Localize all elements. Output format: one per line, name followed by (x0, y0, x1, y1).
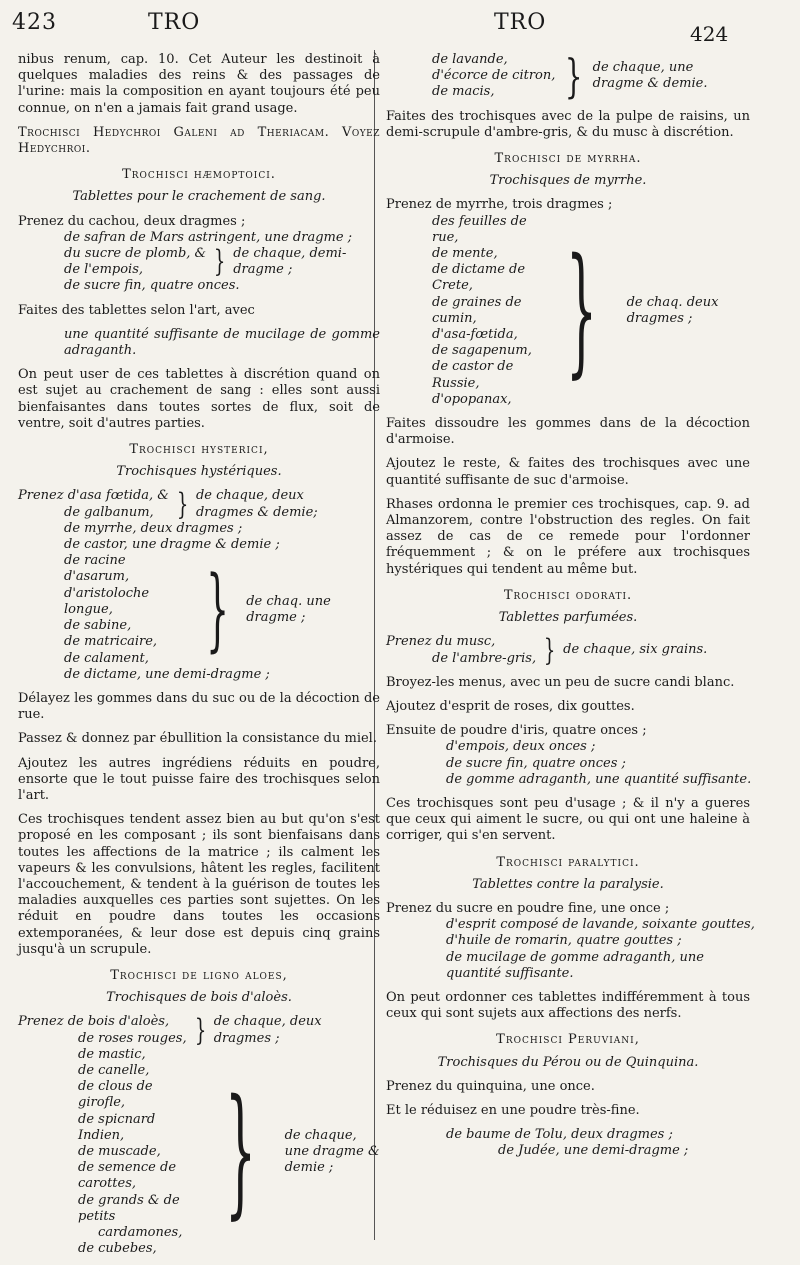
ingredient: de matricaire, (64, 634, 158, 650)
recipe-ligno-aloes (18, 1014, 380, 1257)
recipe-line: de myrrhe, deux dragmes ; (64, 520, 243, 536)
ingredient: de galbanum, (64, 504, 154, 520)
ingredient: Prenez du musc, (386, 634, 496, 650)
group-note: de chaque, demi-dragme ; (233, 246, 347, 278)
group-note: de chaque, six grains. (563, 642, 708, 658)
ingredient: d'écorce de citron, (432, 68, 556, 84)
page-number-right: 424 (690, 22, 729, 46)
section-title: Trochisci de myrrha. (494, 151, 642, 167)
group-note: de chaque, une dragme & demie. (592, 60, 708, 92)
paragraph: Passez & donnez par ébullition la consistance du miel. (18, 731, 377, 747)
ingredient: de canelle, (78, 1062, 150, 1078)
paragraph: Broyez-les menus, avec un peu de sucre candi blanc. (386, 674, 735, 690)
paragraph: Faites dissoudre les gommes dans de la décoction d'armoise. (386, 416, 750, 448)
ingredient: de sagapenum, (432, 343, 532, 359)
group-note: de chaque, deux dragmes & demie; (195, 488, 318, 520)
ingredient: de macis, (432, 84, 495, 100)
ingredient: d'opopanax, (432, 391, 512, 407)
section-title: Trochisci Peruviani, (496, 1032, 640, 1048)
ingredient: de lavande, (432, 52, 508, 67)
paragraph: On peut ordonner ces tablettes indifféremment à tous ceux qui sont sujets aux affections des nerfs. (386, 989, 750, 1022)
ingredient: d'aristoloche longue, (64, 585, 150, 617)
ingredient: de calament, (64, 650, 149, 666)
group-note: de chaq. une dragme ; (246, 593, 331, 625)
section-subtitle: Trochisques de bois d'aloès. (106, 990, 292, 1006)
section-title: Trochisci hysterici, (129, 442, 269, 458)
paragraph: Faites des tablettes selon l'art, avec (18, 302, 255, 318)
recipe-line: d'empois, deux onces ; (446, 739, 596, 755)
paragraph: Ces trochisques tendent assez bien au but qu'on s'est proposé en les composant ; ils sont bienfaisans dans toutes les affections de la matrice ; ils calment les vapeurs & les convulsions, hâtent les regles, facilitent l'accouchement, & tendent à la guérison de toutes les maladies auxquelles ces parties sont sujettes. On les réduit en poudre dans toutes les occasions extemporanées, & leur dose est depuis cinq grains jusqu'à un scrupule. (18, 812, 380, 957)
ingredient: de l'ambre-gris, (432, 650, 537, 666)
ingredient-group (386, 214, 750, 408)
recipe-line: de gomme adraganth, une quantité suffisante. (446, 771, 752, 787)
ingredient: de grands & de petits (78, 1192, 180, 1224)
ingredient-group (18, 488, 380, 520)
section-title: Trochisci de ligno aloes, (110, 967, 288, 983)
ingredient-group (386, 634, 750, 666)
section-title: Trochisci odorati. (503, 587, 633, 603)
brace: } (224, 1070, 256, 1234)
recipe-ensuite (386, 723, 750, 788)
ingredient: de graines de cumin, (432, 294, 522, 326)
ingredient-group (18, 553, 380, 666)
ingredient: de mastic, (78, 1046, 146, 1062)
brace: } (566, 228, 598, 392)
paragraph: Ajoutez les autres ingrédiens réduits en poudre, ensorte que le tout puisse faire des trochisques selon l'art. (18, 755, 380, 803)
paragraph: Rhases ordonna le premier ces trochisques, cap. 9. ad Almanzorem, contre l'obstruction des regles. On fait assez de cas de ce remede pour l'ordonner fréquemment ; & on le préfere aux trochisques hystériques qui tendent au même but. (386, 496, 750, 577)
section-title: Trochisci hæmoptoici. (122, 167, 276, 183)
ingredient: des feuilles de rue, (432, 213, 527, 245)
right-column (386, 49, 755, 1168)
group-items (64, 246, 206, 278)
recipe-line: Prenez du sucre en poudre fine, une once ; (386, 900, 670, 916)
ingredient-group (18, 246, 380, 278)
group-note: de chaque, deux dragmes ; (213, 1014, 322, 1046)
section-subtitle: Trochisques hystériques. (116, 464, 282, 480)
ingredient: d'asa-fœtida, (432, 327, 518, 343)
group-items (64, 553, 189, 666)
paragraph: Ajoutez d'esprit de roses, dix gouttes. (386, 698, 635, 714)
recipe-peruviani (386, 1127, 750, 1159)
group-items (386, 634, 536, 666)
recipe-line: Prenez de myrrhe, trois dragmes ; (386, 197, 613, 213)
paragraph: Ajoutez le reste, & faites des trochisques avec une quantité suffisante de suc d'armoise. (386, 456, 750, 488)
recipe-line: Ensuite de poudre d'iris, quatre onces ; (386, 723, 647, 739)
recipe-line: de dictame, une demi-dragme ; (64, 666, 270, 682)
recipe-line: de sucre fin, quatre onces ; (446, 755, 626, 771)
group-items (78, 1047, 196, 1258)
ingredient-group (386, 49, 750, 104)
running-head-right: TRO (494, 10, 547, 35)
brace: } (194, 1012, 206, 1048)
brace: } (176, 486, 189, 522)
group-note: de chaq. deux dragmes ; (626, 294, 719, 326)
ingredient-group (18, 1014, 380, 1046)
section-subtitle: Tablettes pour le crachement de sang. (72, 189, 326, 205)
group-items (18, 1014, 187, 1046)
brace: } (206, 556, 230, 662)
paragraph: nibus renum, cap. 10. Cet Auteur les destinoit à quelques maladies des reins & des passages de l'urine: mais la composition en ayant toujours été peu connue, on n'en a jamais fait grand usage. (18, 52, 380, 116)
brace: } (213, 244, 226, 280)
ingredient-group (18, 1047, 380, 1258)
ingredient: de dictame de Crete, (432, 262, 526, 294)
ingredient: de roses rouges, (78, 1030, 187, 1046)
left-column (18, 52, 380, 1265)
ingredient: Prenez d'asa fœtida, & (18, 488, 169, 504)
ingredient: de sabine, (64, 618, 132, 634)
recipe-line: de baume de Tolu, deux dragmes ; (446, 1127, 673, 1143)
group-items (18, 488, 169, 520)
section-subtitle: Tablettes parfumées. (498, 610, 638, 626)
paragraph: Faites des trochisques avec de la pulpe de raisins, un demi-scrupule d'ambre-gris, & du musc à discrétion. (386, 108, 750, 140)
recipe-line: de Judée, une demi-dragme ; (498, 1143, 689, 1159)
recipe-hysterici (18, 488, 380, 682)
recipe-line: Prenez du cachou, deux dragmes ; (18, 213, 246, 229)
ingredient: cardamones, (98, 1225, 183, 1240)
group-note: de chaque, une dragme & demie ; (284, 1127, 380, 1176)
recipe-hæmoptoici (18, 214, 380, 295)
recipe-paralytici (386, 900, 755, 982)
ingredient: de l'empois, (64, 262, 144, 278)
ingredient: de mente, (432, 246, 498, 262)
cross-reference: Trochisci Hedychroi Galeni ad Theriacam. Voyez Hedychroi. (18, 124, 380, 157)
recipe-line: de sucre fin, quatre onces. (64, 278, 240, 294)
running-head-left: TRO (148, 10, 201, 35)
ingredient: de cubebes, (78, 1241, 157, 1257)
brace: } (543, 632, 556, 668)
ingredient: de muscade, (78, 1143, 161, 1159)
paragraph: Ces trochisques sont peu d'usage ; & il n'y a gueres que ceux qui aiment le sucre, ou qui ont une haleine à corriger, qui s'en servent. (386, 795, 750, 844)
ingredient: Prenez de bois d'aloès, (18, 1014, 170, 1030)
ingredient: de semence de carottes, (78, 1160, 177, 1192)
section-subtitle: Trochisques du Pérou ou de Quinquina. (437, 1054, 699, 1070)
recipe-line: de safran de Mars astringent, une dragme ; (64, 229, 353, 245)
group-items (432, 52, 555, 101)
brace: } (565, 49, 583, 104)
recipe-line: d'huile de romarin, quatre gouttes ; (446, 933, 682, 949)
section-subtitle: Trochisques de myrrhe. (489, 173, 647, 189)
paragraph: une quantité suffisante de mucilage de gomme adraganth. (64, 326, 380, 359)
group-items (432, 214, 537, 408)
paragraph: On peut user de ces tablettes à discrétion quand on est sujet au crachement de sang : elles sont aussi bienfaisantes dans toutes sortes de flux, soit de ventre, soit d'autres parties. (18, 367, 380, 431)
page-number-left: 423 (12, 10, 57, 35)
ingredient: de clous de girofle, (78, 1079, 153, 1111)
section-title: Trochisci paralytici. (496, 854, 640, 870)
recipe-line: d'esprit composé de lavande, soixante gouttes, (446, 917, 755, 933)
recipe-myrrha (386, 197, 750, 408)
ingredient: de castor de Russie, (432, 359, 514, 391)
ingredient: de racine d'asarum, (64, 553, 130, 585)
ingredient: du sucre de plomb, & (64, 246, 207, 262)
ingredient: de spicnard Indien, (78, 1111, 156, 1143)
recipe-line: de mucilage de gomme adraganth, une quantité suffisante. (446, 949, 704, 981)
recipe-line: de castor, une dragme & demie ; (64, 537, 280, 553)
recipe-continued (386, 49, 750, 104)
recipe-odorati (386, 634, 750, 666)
paragraph: Et le réduisez en une poudre très-fine. (386, 1102, 640, 1118)
section-subtitle: Tablettes contre la paralysie. (472, 876, 664, 892)
paragraph: Délayez les gommes dans du suc ou de la décoction de rue. (18, 690, 380, 723)
paragraph: Prenez du quinquina, une once. (386, 1078, 595, 1094)
